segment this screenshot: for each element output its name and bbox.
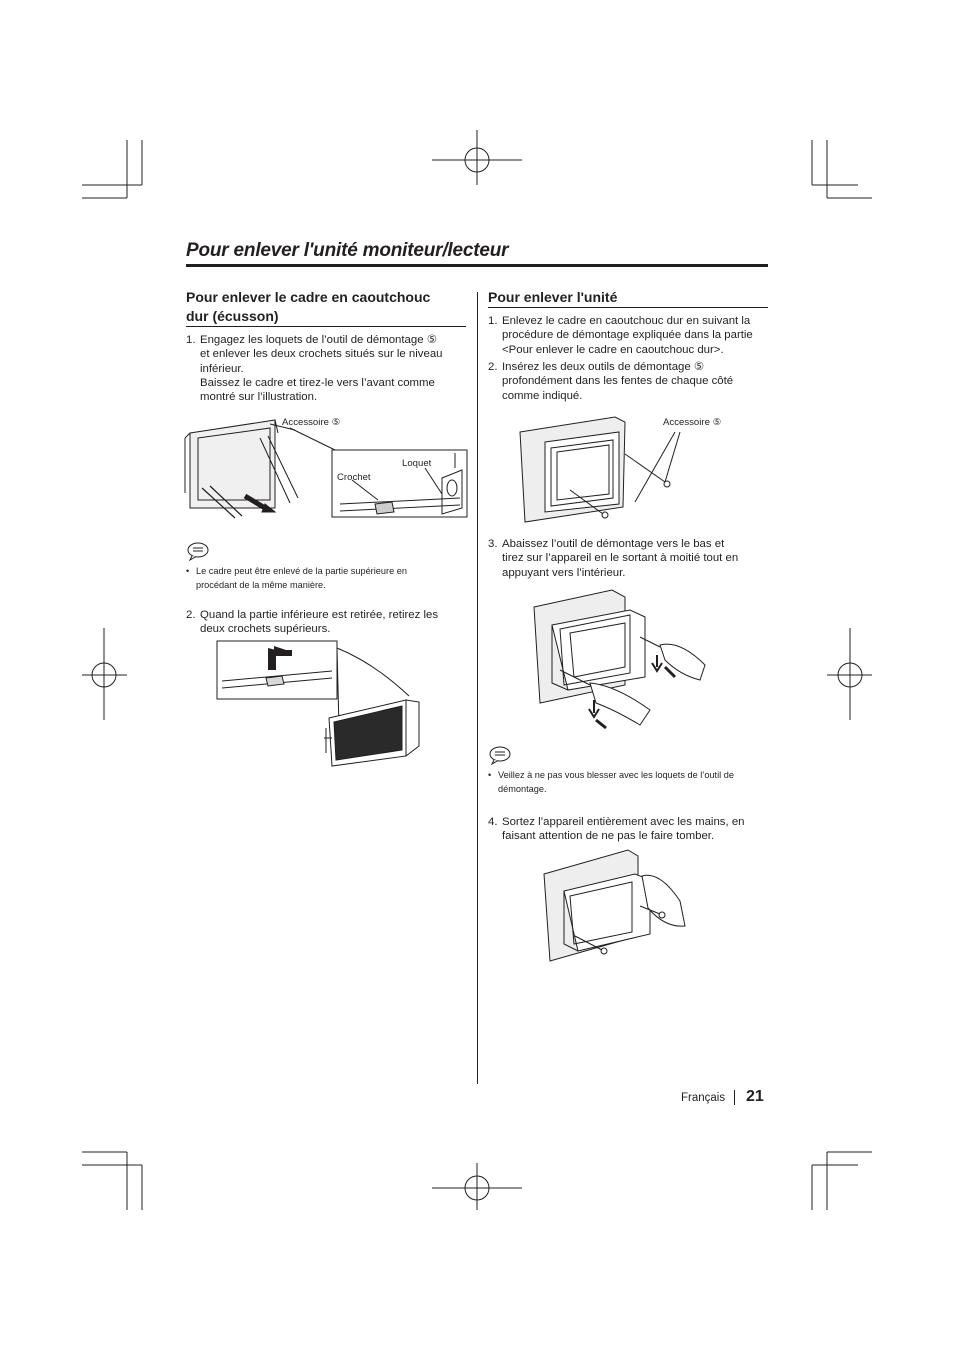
- label-loquet: Loquet: [402, 458, 432, 469]
- right-section-heading: Pour enlever l'unité: [488, 289, 618, 305]
- note-icon: [186, 541, 210, 561]
- upper-hooks-illustration: [214, 638, 424, 773]
- label-crochet: Crochet: [337, 472, 371, 483]
- label-accessoire-right: Accessoire ⑤: [663, 417, 722, 428]
- right-step-2: 2. Insérez les deux outils de démontage ⑤ profondément dans les fentes de chaque côté comme indiqué.: [488, 361, 734, 402]
- registration-target-right: [827, 628, 872, 720]
- registration-target-left: [82, 628, 127, 720]
- left-note: • Le cadre peut être enlevé de la partie supérieure en procédant de la même manière.: [186, 566, 407, 590]
- footer-separator: [734, 1090, 735, 1105]
- label-accessoire-left: Accessoire ⑤: [282, 417, 341, 428]
- page-title: Pour enlever l'unité moniteur/lecteur: [186, 240, 509, 261]
- registration-target-bottom: [432, 1163, 522, 1210]
- right-note: • Veillez à ne pas vous blesser avec les loquets de l’outil de démontage.: [488, 770, 734, 794]
- column-divider: [477, 292, 478, 1084]
- right-heading-rule: [488, 307, 768, 308]
- title-rule: [186, 264, 768, 267]
- footer-language: Français: [681, 1092, 726, 1104]
- left-step-1: 1. Engagez les loquets de l’outil de démontage ⑤ et enlever les deux crochets situés sur le niveau inférieur. Baissez le cadre et tirez-le vers l’avant comme montré sur l’illustration.: [186, 334, 443, 404]
- insert-tools-illustration: [515, 412, 735, 527]
- pull-out-unit-illustration: [530, 585, 720, 735]
- left-heading-rule: [186, 326, 466, 327]
- registration-target-top: [432, 130, 522, 185]
- remove-unit-illustration: [540, 846, 690, 964]
- right-step-3: 3. Abaissez l’outil de démontage vers le bas et tirez sur l’appareil en le sortant à moitié tout en appuyant vers l’intérieur.: [488, 538, 739, 579]
- left-section-heading: Pour enlever le cadre en caoutchouc dur (écusson): [186, 289, 431, 324]
- left-step-2: 2. Quand la partie inférieure est retirée, retirez les deux crochets supérieurs.: [186, 609, 439, 636]
- note-icon-right: [488, 745, 512, 765]
- right-step-1: 1. Enlevez le cadre en caoutchouc dur en suivant la procédure de démontage expliquée dans la partie <Pour enlever le cadre en caoutchouc dur>.: [488, 315, 753, 356]
- page-number: 21: [746, 1088, 764, 1105]
- right-step-4: 4. Sortez l’appareil entièrement avec les mains, en faisant attention de ne pas le faire tomber.: [488, 816, 745, 843]
